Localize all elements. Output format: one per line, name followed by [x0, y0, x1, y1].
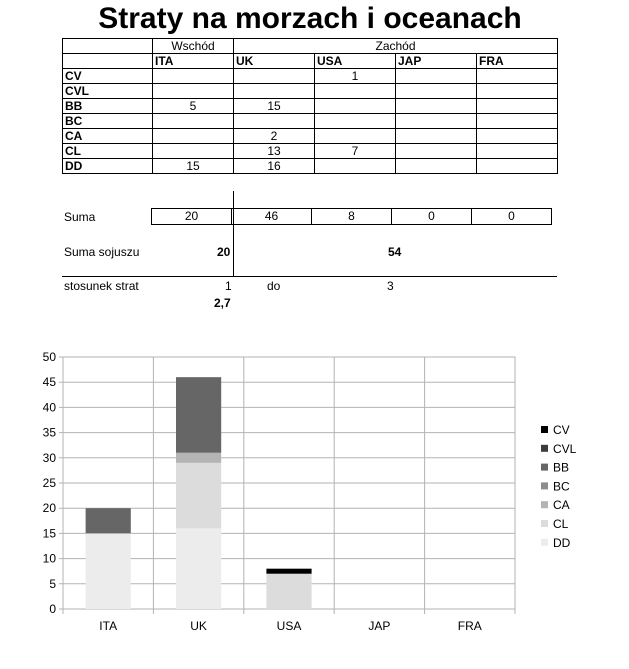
y-tick-label: 10 [42, 551, 56, 566]
y-tick-label: 20 [42, 501, 56, 516]
table-cell [396, 159, 477, 174]
row-label: BB [63, 99, 153, 114]
table-cell [315, 84, 396, 99]
table-cell [477, 69, 558, 84]
alliance-east-value: 20 [217, 245, 231, 259]
country-header: UK [234, 54, 315, 69]
corner-cell [63, 54, 153, 69]
country-header: JAP [396, 54, 477, 69]
x-tick-label: JAP [368, 619, 391, 633]
table-cell: 1 [315, 69, 396, 84]
x-tick-label: USA [276, 619, 302, 633]
table-cell: 15 [153, 159, 234, 174]
y-tick-label: 15 [42, 526, 56, 541]
row-label: BC [63, 114, 153, 129]
table-cell [477, 84, 558, 99]
table-cell [315, 99, 396, 114]
page-title: Straty na morzach i oceanach [98, 2, 522, 35]
table-row [63, 99, 558, 114]
row-label: CV [63, 69, 153, 84]
country-header: USA [315, 54, 396, 69]
group-east: Wschód [153, 39, 234, 54]
table-row [63, 69, 558, 84]
table-cell [477, 114, 558, 129]
table-cell [234, 114, 315, 129]
legend-label: CV [553, 423, 570, 437]
legend-label: CVL [553, 441, 577, 456]
sum-cell: 20 [151, 208, 232, 225]
table-cell [396, 99, 477, 114]
legend-swatch-ca [541, 501, 548, 508]
alliance-divider [233, 191, 234, 276]
table-cell [153, 114, 234, 129]
bar-segment-cl-usa [266, 574, 311, 609]
legend-swatch-cvl [541, 445, 548, 452]
table-cell [396, 84, 477, 99]
y-tick-label: 40 [42, 400, 56, 415]
table-cell [234, 84, 315, 99]
table-cell [315, 159, 396, 174]
table-cell: 16 [234, 159, 315, 174]
sum-label: Suma [64, 210, 96, 224]
x-tick-label: ITA [99, 619, 118, 633]
y-tick-label: 50 [42, 350, 56, 364]
table-cell [477, 129, 558, 144]
table-cell [477, 144, 558, 159]
table-cell: 5 [153, 99, 234, 114]
y-tick-label: 0 [49, 602, 56, 616]
bar-segment-bb-uk [176, 377, 221, 453]
country-header: ITA [153, 54, 234, 69]
stacked-bar-chart [0, 339, 629, 669]
corner-cell [63, 39, 153, 54]
sum-cell: 0 [471, 208, 552, 225]
ratio-value: 2,7 [214, 296, 231, 310]
legend-swatch-dd [541, 539, 548, 546]
table-cell [234, 69, 315, 84]
table-cell: 13 [234, 144, 315, 159]
legend-label: BC [553, 479, 570, 494]
legend-label: CA [553, 498, 570, 513]
legend-swatch-bc [541, 482, 548, 489]
table-cell: 7 [315, 144, 396, 159]
row-label: CL [63, 144, 153, 159]
table-cell [396, 114, 477, 129]
legend-label: BB [553, 460, 570, 475]
bar-segment-cl-uk [176, 463, 221, 529]
table-cell [315, 114, 396, 129]
table-cell [396, 129, 477, 144]
row-label: CA [63, 129, 153, 144]
legend-label: CL [553, 517, 569, 531]
table-cell [477, 99, 558, 114]
table-cell [477, 159, 558, 174]
alliance-west-value: 54 [388, 245, 402, 259]
bar-segment-bb-ita [86, 508, 131, 533]
ratio-do: do [267, 279, 281, 293]
bar-segment-ca-uk [176, 453, 221, 463]
table-cell: 2 [234, 129, 315, 144]
ratio-left: 1 [225, 279, 232, 293]
bar-segment-dd-uk [176, 528, 221, 609]
ratio-right: 3 [387, 279, 394, 293]
sum-cell: 0 [391, 208, 472, 225]
table-cell [396, 69, 477, 84]
table-cell [396, 144, 477, 159]
alliance-label: Suma sojuszu [64, 245, 140, 259]
row-label: CVL [63, 84, 153, 99]
table-cell [153, 84, 234, 99]
table-row [63, 114, 558, 129]
table-cell [153, 129, 234, 144]
table-row [63, 84, 558, 99]
x-tick-label: FRA [457, 619, 482, 633]
sum-row [152, 208, 552, 225]
table-row [63, 144, 558, 159]
loss-table [62, 38, 558, 174]
legend-swatch-cv [541, 426, 548, 433]
ratio-label: stosunek strat [64, 279, 139, 293]
legend-swatch-cl [541, 520, 548, 527]
y-tick-label: 25 [42, 476, 56, 490]
bar-segment-cv-usa [266, 569, 311, 574]
country-header: FRA [477, 54, 558, 69]
table-cell [153, 144, 234, 159]
ratio-separator [62, 276, 557, 277]
table-cell: 15 [234, 99, 315, 114]
row-label: DD [63, 159, 153, 174]
legend-swatch-bb [541, 464, 548, 471]
legend-label: DD [553, 535, 571, 550]
y-tick-label: 45 [42, 375, 56, 390]
x-tick-label: UK [190, 619, 207, 633]
bar-segment-dd-ita [86, 533, 131, 609]
sum-cell: 8 [311, 208, 392, 225]
y-tick-label: 30 [42, 450, 56, 465]
table-row [63, 159, 558, 174]
y-tick-label: 35 [42, 425, 56, 440]
group-west: Zachód [234, 39, 558, 54]
table-cell [315, 129, 396, 144]
table-cell [153, 69, 234, 84]
table-row [63, 129, 558, 144]
y-tick-label: 5 [49, 576, 56, 591]
sum-cell: 46 [231, 208, 312, 225]
